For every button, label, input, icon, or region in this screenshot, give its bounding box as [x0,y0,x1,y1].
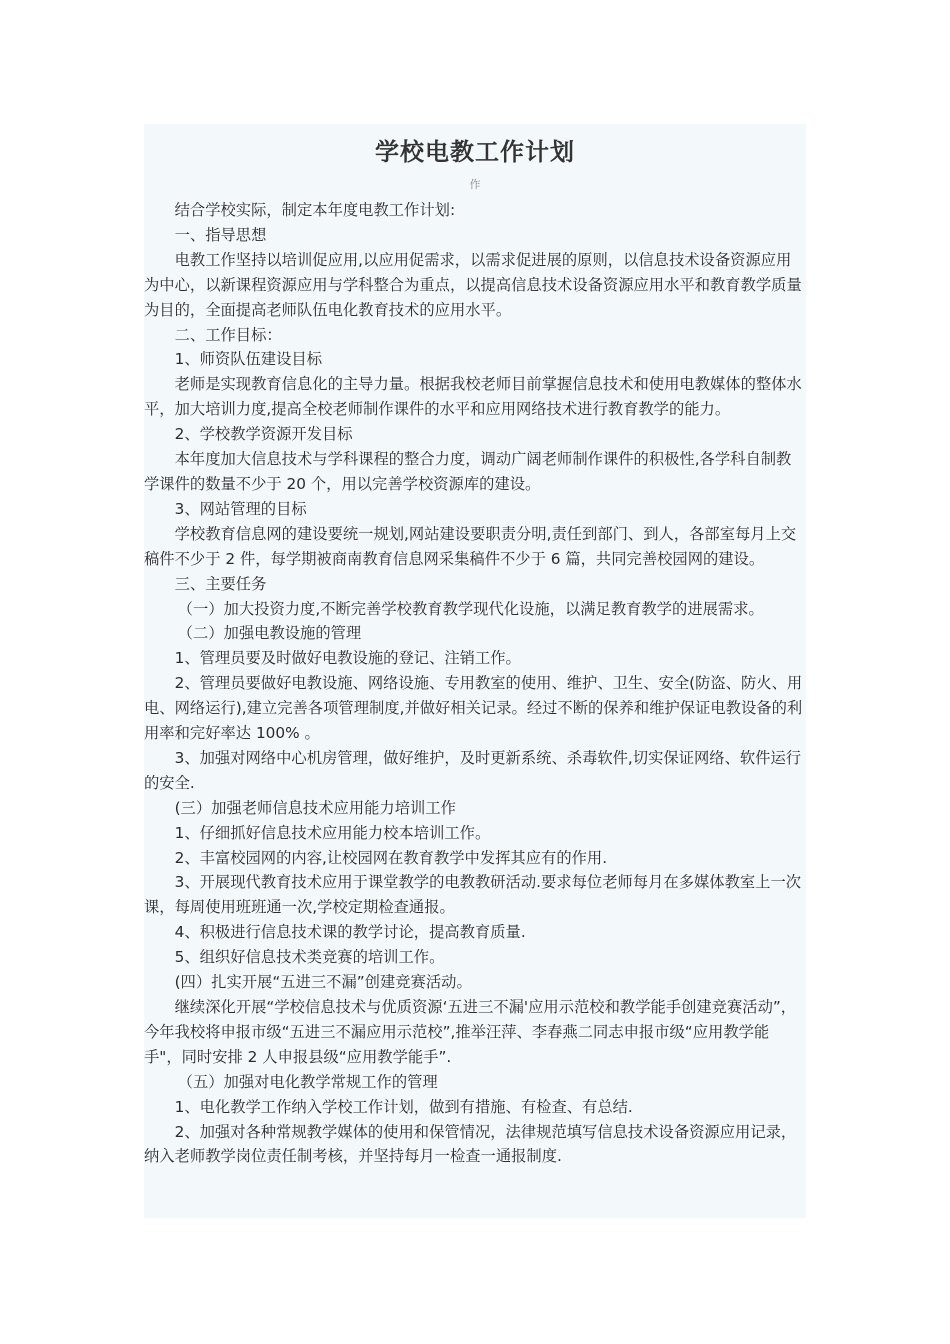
paragraph: 本年度加大信息技术与学科课程的整合力度，调动广阔老师制作课件的积极性,各学科自制教学课件的数量不少于 20 个，用以完善学校资源库的建设。 [144,450,792,493]
paragraph: (四）扎实开展“五进三不漏”创建竞赛活动。 [174,973,472,992]
paragraph: （二）加强电教设施的管理 [177,624,362,643]
paragraph: 1、仔细抓好信息技术应用能力校本培训工作。 [174,823,491,842]
paragraph: 结合学校实际，制定本年度电教工作计划: [174,201,456,219]
paragraph: （一）加大投资力度,不断完善学校教育教学现代化设施，以满足教育教学的进展需求。 [177,599,764,618]
paragraph: 5、组织好信息技术类竞赛的培训工作。 [174,948,445,967]
paragraph: 一、指导思想 [174,225,267,244]
paragraph: 老师是实现教育信息化的主导力量。根据我校老师目前掌握信息技术和使用电教媒体的整体水平，加大培训力度,提高全校老师制作课件的水平和应用网络技术进行教育教学的能力。 [144,375,802,419]
paragraph: 学校教育信息网的建设要统一规划,网站建设要职责分明,责任到部门、到人，各部室每月上交稿件不少于 2 件，每学期被商南教育信息网采集稿件不少于 6 篇，共同完善校园网的建设。 [144,524,797,568]
paragraph: 3、网站管理的目标 [174,499,307,518]
document-title: 学校电教工作计划 [375,138,575,166]
paragraph: 1、管理员要及时做好电教设施的登记、注销工作。 [174,649,521,668]
paragraph: 电教工作坚持以培训促应用,以应用促需求，以需求促进展的原则，以信息技术设备资源应用为中心，以新课程资源应用与学科整合为重点，以提高信息技术设备资源应用水平和教育教学质量为目的，全面提高老师队伍电化教育技术的应用水平。 [144,250,802,319]
paragraph: 2、管理员要做好电教设施、网络设施、专用教室的使用、维护、卫生、安全(防盗、防火、用电、网络运行),建立完善各项管理制度,并做好相关记录。经过不断的保养和维护保证电教设备的利用率和完好率达 100% 。 [144,674,803,743]
paragraph: 1、电化教学工作纳入学校工作计划，做到有措施、有检查、有总结. [174,1097,633,1116]
paragraph: 1、师资队伍建设目标 [174,350,322,369]
paragraph: 继续深化开展“学校信息技术与优质资源‘五进三不漏'应用示范校和教学能手创建竞赛活动”，今年我校将申报市级“五进三不漏应用示范校”,推举汪萍、李春燕二同志申报市级“应用教学能手"，同时安排 2 人申报县级“应用教学能手”. [144,998,797,1066]
paragraph: 2、加强对各种常规教学媒体的使用和保管情况，法律规范填写信息技术设备资源应用记录，纳入老师教学岗位责任制考核，并坚持每月一检查一通报制度. [144,1122,797,1166]
document-page [144,124,806,1218]
paragraph: 二、工作目标： [174,325,282,344]
paragraph: （五）加强对电化教学常规工作的管理 [177,1072,438,1091]
paragraph: 2、学校教学资源开发目标 [174,425,353,444]
paragraph: 3、开展现代教育技术应用于课堂教学的电教教研活动.要求每位老师每月在多媒体教室上一次课，每周使用班班通一次,学校定期检查通报。 [144,873,802,917]
paragraph: (三）加强老师信息技术应用能力培训工作 [174,798,456,817]
document-body [144,198,806,1169]
paragraph: 4、积极进行信息技术课的教学讨论，提高教育质量. [174,923,526,942]
paragraph: 3、加强对网络中心机房管理，做好维护，及时更新系统、杀毒软件,切实保证网络、软件运行的安全. [144,748,802,792]
author-label: 作 [469,178,481,191]
paragraph: 三、主要任务 [174,574,267,593]
paragraph: 2、丰富校园网的内容,让校园网在教育教学中发挥其应有的作用. [174,848,608,867]
